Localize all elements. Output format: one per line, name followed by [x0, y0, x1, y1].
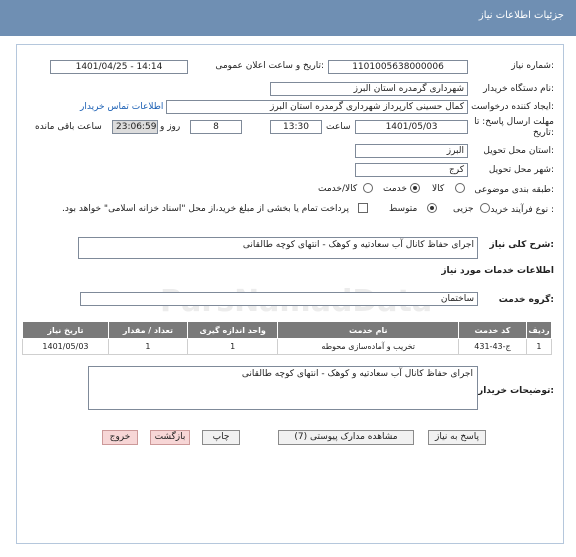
city-label: شهر محل تحویل: — [488, 165, 554, 175]
remaining-label: ساعت باقی مانده — [35, 122, 102, 132]
deadline-label: مهلت ارسال پاسخ: تا تاریخ: — [474, 117, 554, 138]
col-header-code: کد خدمت — [459, 322, 527, 339]
attachments-button[interactable]: مشاهده مدارک پیوستی (7) — [278, 430, 414, 445]
table-header-row — [23, 322, 552, 339]
col-header-row: ردیف — [526, 322, 551, 339]
buyer-label: نام دستگاه خریدار: — [483, 84, 554, 94]
process-radio-medium[interactable] — [427, 203, 437, 213]
reply-button[interactable]: پاسخ به نیاز — [428, 430, 486, 445]
buyer-notes-field: اجرای حفاظ کانال آب سعادتیه و کوهک - انتهای کوچه طالقانی — [88, 366, 478, 410]
announce-label: تاریخ و ساعت اعلان عمومی: — [215, 61, 324, 71]
back-button[interactable]: بازگشت — [150, 430, 190, 445]
deadline-time-label: ساعت — [326, 122, 351, 132]
col-header-unit: واحد اندازه گیری — [187, 322, 277, 339]
treasury-payment-note: پرداخت تمام یا بخشی از مبلغ خرید،از محل "اسناد خزانه اسلامی" خواهد بود. — [62, 204, 350, 214]
category-radio-both[interactable] — [363, 183, 373, 193]
process-radio-minor[interactable] — [480, 203, 490, 213]
summary-field: اجرای حفاظ کانال آب سعادتیه و کوهک - انتهای کوچه طالقانی — [78, 237, 478, 259]
creator-field: کمال حسینی کارپرداز شهرداری گرمدره استان البرز — [166, 100, 468, 114]
deadline-date-field: 1401/05/03 — [355, 120, 468, 134]
process-option-medium: متوسط — [389, 204, 418, 214]
creator-label: ایجاد کننده درخواست: — [471, 102, 554, 112]
summary-label: شرح کلی نیاز: — [489, 240, 554, 250]
cell-code: ج-43-431 — [459, 339, 527, 355]
process-option-minor: جزیی — [453, 204, 474, 214]
exit-button[interactable]: خروج — [102, 430, 138, 445]
service-group-field: ساختمان — [80, 292, 478, 306]
days-label: روز و — [160, 122, 181, 132]
services-table — [22, 321, 552, 355]
cell-name: تخریب و آماده‌سازی محوطه — [278, 339, 459, 355]
col-header-name: نام خدمت — [278, 322, 459, 339]
province-field: البرز — [355, 144, 468, 158]
col-header-date: تاریخ نیاز — [23, 322, 109, 339]
cell-row: 1 — [526, 339, 551, 355]
category-option-service: خدمت — [383, 184, 407, 194]
table-row — [23, 339, 552, 355]
category-option-both: کالا/خدمت — [318, 184, 358, 194]
services-section-title: اطلاعات خدمات مورد نیاز — [441, 266, 554, 276]
category-radio-service[interactable] — [410, 183, 420, 193]
category-radio-goods[interactable] — [455, 183, 465, 193]
need-number-field: 1101005638000006 — [328, 60, 468, 74]
category-option-goods: کالا — [432, 184, 445, 194]
need-number-label: شماره نیاز: — [511, 61, 554, 71]
buyer-field: شهرداری گرمدره استان البرز — [270, 82, 468, 96]
cell-date: 1401/05/03 — [23, 339, 109, 355]
province-label: استان محل تحویل: — [483, 146, 554, 156]
days-field: 8 — [190, 120, 242, 134]
remaining-time-field: 23:06:59 — [112, 120, 158, 134]
treasury-payment-checkbox[interactable] — [358, 203, 368, 213]
process-label: نوع فرآیند خرید : — [490, 205, 554, 215]
deadline-time-field: 13:30 — [270, 120, 322, 134]
announce-field: 1401/04/25 - 14:14 — [50, 60, 188, 74]
page-title: جزئیات اطلاعات نیاز — [478, 10, 564, 21]
page-header — [0, 0, 576, 36]
print-button[interactable]: چاپ — [202, 430, 240, 445]
col-header-qty: تعداد / مقدار — [108, 322, 187, 339]
buyer-notes-label: توضیحات خریدار: — [478, 386, 554, 396]
cell-unit: 1 — [187, 339, 277, 355]
city-field: کرج — [355, 163, 468, 177]
category-label: طبقه بندی موضوعی: — [474, 185, 554, 195]
cell-qty: 1 — [108, 339, 187, 355]
buyer-contact-link[interactable]: اطلاعات تماس خریدار — [80, 102, 164, 112]
service-group-label: گروه خدمت: — [498, 295, 554, 305]
